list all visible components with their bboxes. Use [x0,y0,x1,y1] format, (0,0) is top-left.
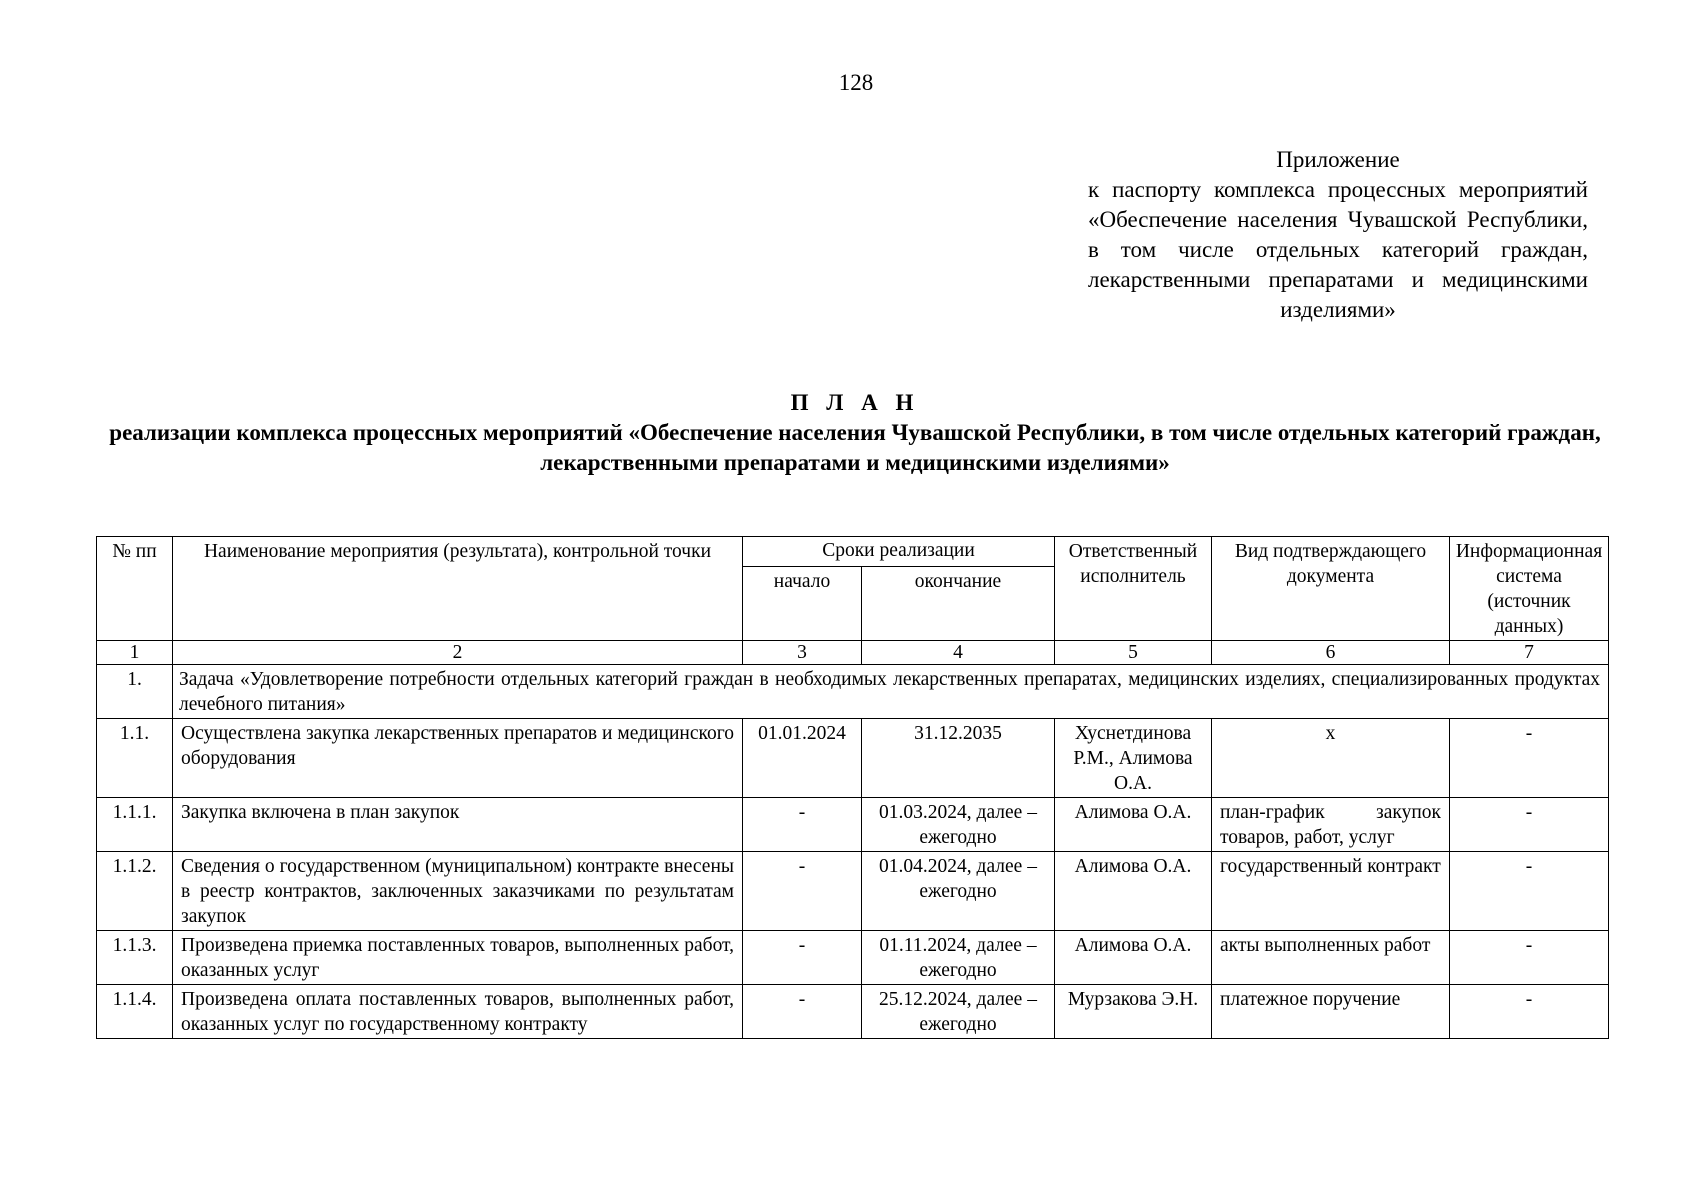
task-text: Задача «Удовлетворение потребности отдельных категорий граждан в необходимых лекарственных препаратах, медицинских изделиях, специализированных продуктах лечебного питания» [173,665,1609,719]
row-responsible: Алимова О.А. [1055,852,1212,931]
header-name: Наименование мероприятия (результата), контрольной точки [173,537,743,641]
row-end: 31.12.2035 [862,719,1055,798]
row-info: - [1450,931,1609,985]
appendix-body: к паспорту комплекса процессных мероприятий «Обеспечение населения Чувашской Республики, в том числе отдельных категорий граждан, лекарственными препаратами и медицинскими изделиями» [1088,177,1588,322]
row-end: 01.03.2024, далее – ежегодно [862,798,1055,852]
col-number: 2 [173,641,743,665]
table-row [97,798,1609,852]
row-start: - [743,931,862,985]
row-doc: план-график закупок товаров, работ, услуг [1212,798,1450,852]
row-info: - [1450,985,1609,1039]
row-name: Закупка включена в план закупок [173,798,743,852]
task-num: 1. [97,665,173,719]
col-number: 1 [97,641,173,665]
row-responsible: Хуснетдинова Р.М., Алимова О.А. [1055,719,1212,798]
row-end: 01.11.2024, далее – ежегодно [862,931,1055,985]
plan-subtitle: реализации комплекса процессных мероприятий «Обеспечение населения Чувашской Республики, в том числе отдельных категорий граждан, лекарственными препаратами и медицинскими изделиями» [109,420,1601,475]
row-doc: акты выполненных работ [1212,931,1450,985]
col-number: 3 [743,641,862,665]
header-row [97,537,1609,567]
header-info: Информационная система (источник данных) [1450,537,1609,641]
row-num: 1.1.3. [97,931,173,985]
row-num: 1.1. [97,719,173,798]
row-name: Произведена приемка поставленных товаров, выполненных работ, оказанных услуг [173,931,743,985]
header-end: окончание [862,567,1055,641]
header-doc: Вид подтверждающего документа [1212,537,1450,641]
row-start: - [743,852,862,931]
plan-table [96,536,1609,1039]
table-row [97,931,1609,985]
col-number: 6 [1212,641,1450,665]
row-name: Сведения о государственном (муниципальном) контракте внесены в реестр контрактов, заключенных заказчиками по результатам закупок [173,852,743,931]
task-row [97,665,1609,719]
row-num: 1.1.4. [97,985,173,1039]
row-name: Осуществлена закупка лекарственных препаратов и медицинского оборудования [173,719,743,798]
row-info: - [1450,798,1609,852]
col-number: 4 [862,641,1055,665]
table-row [97,985,1609,1039]
col-number: 7 [1450,641,1609,665]
header-responsible: Ответственный исполнитель [1055,537,1212,641]
row-end: 01.04.2024, далее – ежегодно [862,852,1055,931]
row-num: 1.1.2. [97,852,173,931]
appendix-block [1088,145,1588,325]
table-row [97,852,1609,931]
row-responsible: Алимова О.А. [1055,931,1212,985]
header-start: начало [743,567,862,641]
row-info: - [1450,852,1609,931]
row-responsible: Алимова О.А. [1055,798,1212,852]
row-start: 01.01.2024 [743,719,862,798]
page-number: 128 [838,70,874,95]
row-num: 1.1.1. [97,798,173,852]
plan-header [100,388,1610,478]
row-start: - [743,798,862,852]
column-numbers-row [97,641,1609,665]
row-responsible: Мурзакова Э.Н. [1055,985,1212,1039]
row-start: - [743,985,862,1039]
row-end: 25.12.2024, далее – ежегодно [862,985,1055,1039]
col-number: 5 [1055,641,1212,665]
row-name: Произведена оплата поставленных товаров, выполненных работ, оказанных услуг по государственному контракту [173,985,743,1039]
header-terms: Сроки реализации [743,537,1055,567]
header-num: № пп [97,537,173,641]
table-row [97,719,1609,798]
row-doc: платежное поручение [1212,985,1450,1039]
row-doc: государственный контракт [1212,852,1450,931]
appendix-title: Приложение [1276,147,1400,172]
row-doc: х [1212,719,1450,798]
row-info: - [1450,719,1609,798]
plan-title: П Л А Н [790,390,920,415]
